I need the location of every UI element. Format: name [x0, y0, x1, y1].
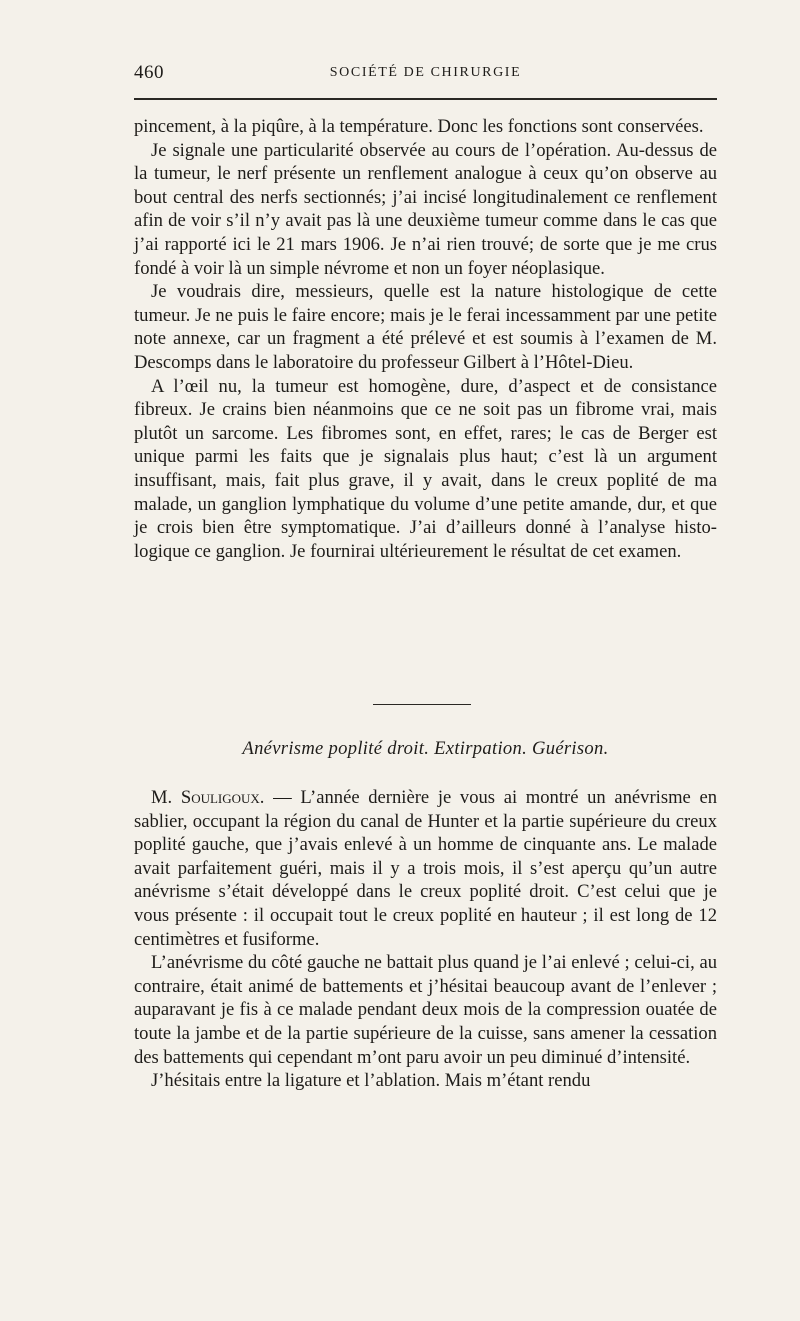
speaker-name: M. Souligoux.	[151, 787, 265, 808]
body-text-top	[134, 115, 717, 563]
section-title: Anévrisme poplité droit. Extirpation. Guérison.	[242, 738, 609, 759]
page-number: 460	[134, 62, 164, 83]
speaker-text: — L’année dernière je vous ai montré un anévrisme en sablier, occupant la région du canal de Hunter et la partie supérieure du creux poplité gauche, que j’avais enlevé à un homme de cinquante ans. Le malade avait parfaitement guéri, mais il y a trois mois, il s’est aperçu qu’un autre anévrisme s’était développé dans le creux poplité droit. C’est celui que je vous présente : il occupait tout le creux poplité en hauteur ; il est long de 12 centimètres et fusiforme.	[134, 787, 718, 950]
paragraph-speaker-intro	[134, 786, 717, 951]
running-head	[134, 62, 717, 86]
journal-title: SOCIÉTÉ DE CHIRURGIE	[329, 65, 522, 80]
paragraph-gross-aspect: A l’œil nu, la tumeur est homogène, dure, d’aspect et de consistance fibreux. Je crains bien néanmoins que ce ne soit pas un fibrome vrai, mais plutôt un sarcome. Les fibromes sont, en effet, rares; le cas de Berger est unique parmi les faits que je signalais plus haut; c’est là un argument insuffisant, mais, fait plus grave, il y avait, dans le creux poplité de ma malade, un ganglion lymphatique du volume d’une petite amande, dur, et que je crois bien être symptomatique. J’ai d’ailleurs donné à l’analyse histologique ce ganglion. Je fournirai ultérieurement le résultat de cet examen.	[134, 375, 717, 562]
paragraph-left-aneurysm: L’anévrisme du côté gauche ne battait plus quand je l’ai enlevé ; celui-ci, au contraire, était animé de battements et j’hésitai beaucoup avant de l’enlever ; auparavant je fis à ce malade pendant deux mois de la compression ouatée de toute la jambe et de la partie supérieure de la cuisse, sans amener la cessation des battements qui cependant m’ont paru avoir un peu diminué d’intensité.	[134, 952, 717, 1068]
body-text-bottom	[134, 786, 717, 1093]
paragraph-operation-note: Je signale une particularité observée au cours de l’opération. Au-dessus de la tumeur, le nerf présente un renflement analogue à ceux qu’on observe au bout central des nerfs sectionnés; j’ai incisé longitudinalement ce renflement afin de voir s’il n’y avait pas là une deuxième tumeur comme dans le cas que j’ai rapporté ici le 21 mars 1906. Je n’ai rien trouvé; de sorte que je me crus fondé à voir là un simple névrome et non un foyer néoplasique.	[134, 139, 717, 279]
paragraph-continuation: pincement, à la piqûre, à la température. Donc les fonctions sont conservées.	[134, 116, 704, 137]
section-separator-rule	[373, 704, 471, 705]
header-rule	[134, 98, 717, 100]
paragraph-ligature: J’hésitais entre la ligature et l’ablation. Mais m’étant rendu	[151, 1070, 591, 1092]
paragraph-histology: Je voudrais dire, messieurs, quelle est la nature histologique de cette tumeur. Je ne puis le faire encore; mais je le ferai incessamment par une petite note annexe, car un fragment a été prélevé et est soumis à l’examen de M. Descomps dans le laboratoire du professeur Gilbert à l’Hôtel-Dieu.	[134, 281, 717, 373]
